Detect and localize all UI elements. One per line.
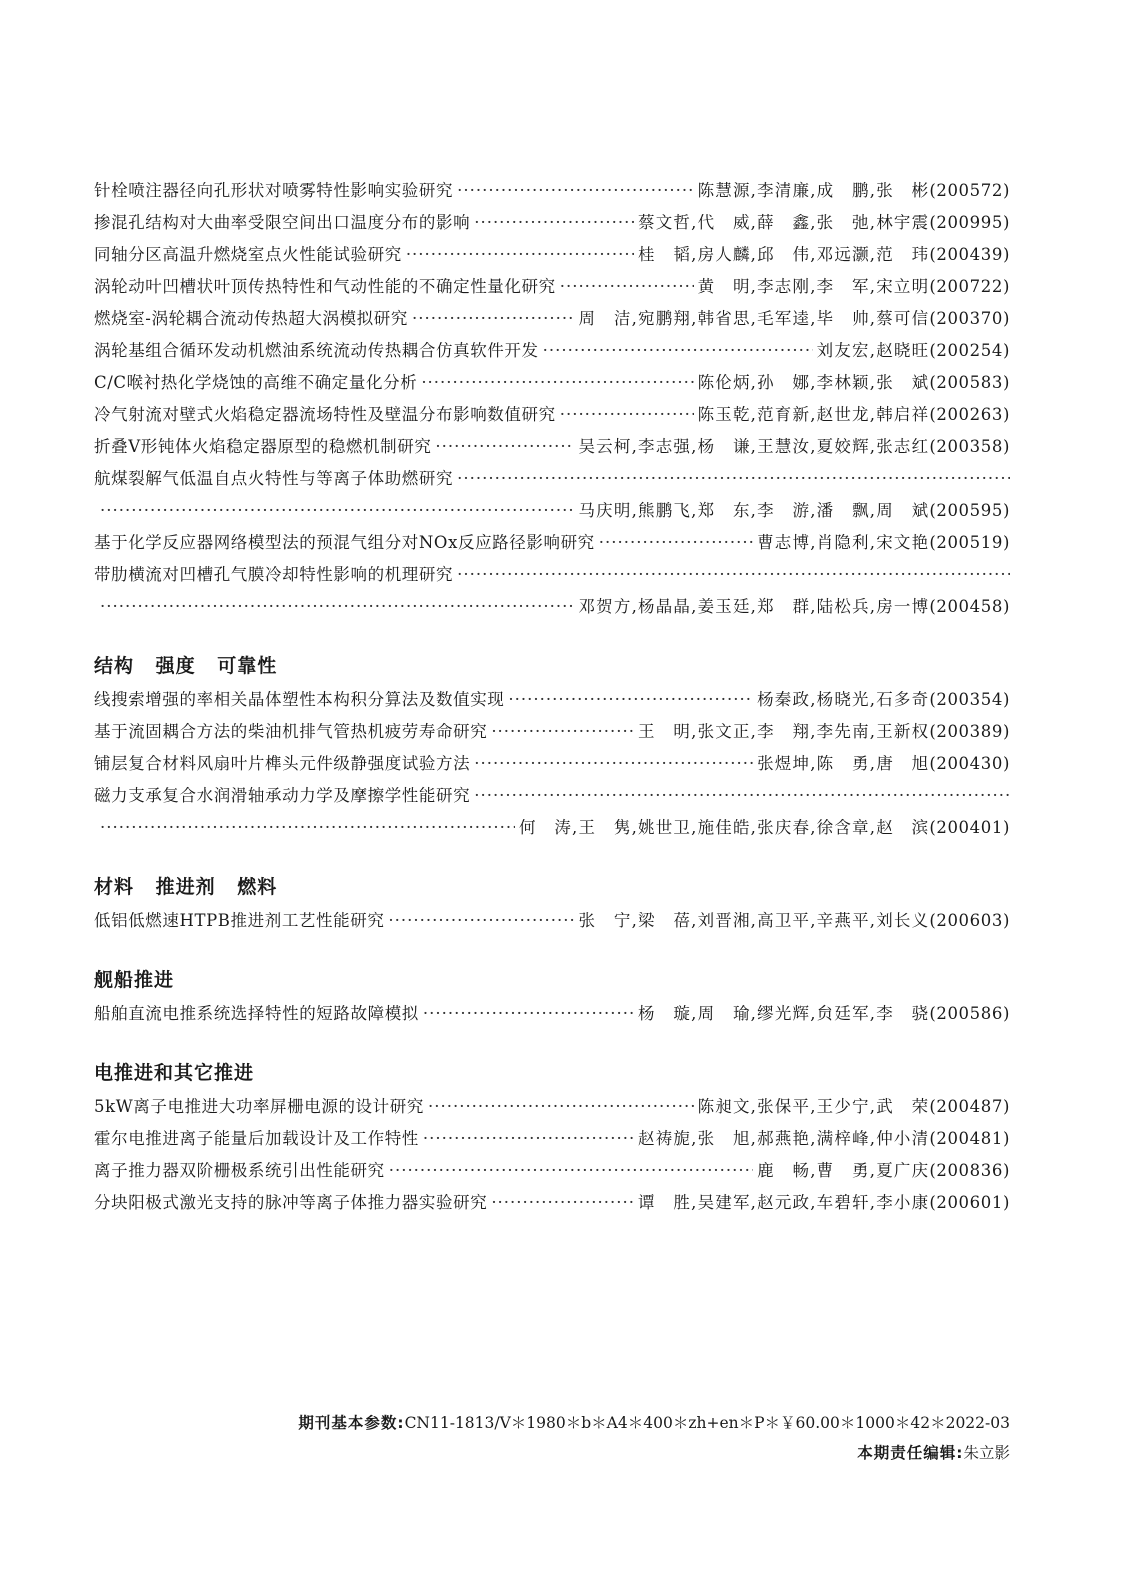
toc-entry[interactable] [94, 780, 1010, 812]
article-title: 同轴分区高温升燃烧室点火性能试验研究 [94, 245, 402, 264]
article-title: 针栓喷注器径向孔形状对喷雾特性影响实验研究 [94, 181, 454, 200]
article-code: ( 200401 ) [929, 812, 1010, 844]
article-code: ( 200519 ) [929, 527, 1010, 559]
toc-section [94, 964, 1010, 1030]
article-code: ( 200572 ) [929, 175, 1010, 207]
leader-dots [423, 1123, 634, 1155]
toc-section [94, 1057, 1010, 1219]
issue-editor [298, 1438, 1010, 1468]
article-code: ( 200354 ) [929, 684, 1010, 716]
article-authors: 何 涛,王 隽,姚世卫,施佳皓,张庆春,徐含章,赵 滨 [518, 818, 930, 837]
article-authors: 杨秦政,杨晓光,石多奇 [757, 690, 930, 709]
leader-dots [543, 335, 813, 367]
article-authors: 张煜坤,陈 勇,唐 旭 [757, 754, 930, 773]
toc-entry[interactable] [94, 1091, 1010, 1123]
toc-section [94, 175, 1010, 623]
toc-entry[interactable] [94, 463, 1010, 495]
article-title: 磁力支承复合水润滑轴承动力学及摩擦学性能研究 [94, 786, 471, 805]
article-code: ( 200254 ) [929, 335, 1010, 367]
leader-dots [406, 239, 634, 271]
toc-entry[interactable] [94, 1123, 1010, 1155]
journal-params [298, 1408, 1010, 1438]
leader-dots [474, 207, 634, 239]
article-code: ( 200583 ) [929, 367, 1010, 399]
article-title: 掺混孔结构对大曲率受限空间出口温度分布的影响 [94, 213, 471, 232]
article-code: ( 200487 ) [929, 1091, 1010, 1123]
leader-dots [457, 559, 1010, 591]
article-code: ( 200263 ) [929, 399, 1010, 431]
leader-dots [560, 399, 694, 431]
toc-entry[interactable] [94, 367, 1010, 399]
article-title: 低铝低燃速HTPB推进剂工艺性能研究 [94, 911, 385, 930]
leader-dots [388, 905, 574, 937]
leader-dots [412, 303, 575, 335]
toc-entry[interactable] [94, 905, 1010, 937]
leader-dots [457, 175, 693, 207]
leader-dots [100, 812, 515, 844]
article-title: 涡轮基组合循环发动机燃油系统流动传热耦合仿真软件开发 [94, 341, 539, 360]
article-authors: 谭 胜,吴建军,赵元政,车碧轩,李小康 [638, 1193, 930, 1212]
leader-dots [599, 527, 753, 559]
toc-entry[interactable] [94, 559, 1010, 591]
toc-entry[interactable] [94, 684, 1010, 716]
leader-dots [491, 1187, 634, 1219]
article-title: 燃烧室-涡轮耦合流动传热超大涡模拟研究 [94, 309, 408, 328]
toc-entry-continuation [94, 591, 1010, 623]
toc-entry[interactable] [94, 1155, 1010, 1187]
leader-dots [389, 1155, 753, 1187]
article-authors: 马庆明,熊鹏飞,郑 东,李 游,潘 飘,周 斌 [578, 501, 930, 520]
article-title: 带肋横流对凹槽孔气膜冷却特性影响的机理研究 [94, 565, 454, 584]
article-authors: 陈昶文,张保平,王少宁,武 荣 [697, 1097, 930, 1116]
article-authors: 曹志博,肖隐利,宋文艳 [757, 533, 930, 552]
journal-footer [298, 1408, 1010, 1468]
toc-section [94, 871, 1010, 937]
article-code: ( 200603 ) [929, 905, 1010, 937]
article-code: ( 200439 ) [929, 239, 1010, 271]
leader-dots [474, 748, 753, 780]
article-authors: 陈慧源,李清廉,成 鹏,张 彬 [697, 181, 930, 200]
article-authors: 鹿 畅,曹 勇,夏广庆 [757, 1161, 930, 1180]
toc-entry[interactable] [94, 748, 1010, 780]
journal-params-label: 期刊基本参数: [298, 1414, 405, 1432]
article-title: 基于化学反应器网络模型法的预混气组分对NOx反应路径影响研究 [94, 533, 595, 552]
article-title: 船舶直流电推系统选择特性的短路故障模拟 [94, 1004, 419, 1023]
article-title: 线搜索增强的率相关晶体塑性本构积分算法及数值实现 [94, 690, 505, 709]
article-title: 冷气射流对壁式火焰稳定器流场特性及壁温分布影响数值研究 [94, 405, 556, 424]
issue-editor-label: 本期责任编辑: [857, 1444, 964, 1462]
leader-dots [435, 431, 574, 463]
article-authors: 陈伦炳,孙 娜,李林颖,张 斌 [697, 373, 930, 392]
toc-entry[interactable] [94, 1187, 1010, 1219]
article-title: 铺层复合材料风扇叶片榫头元件级静强度试验方法 [94, 754, 471, 773]
toc-entry-continuation [94, 495, 1010, 527]
article-code: ( 200995 ) [929, 207, 1010, 239]
toc-entry[interactable] [94, 207, 1010, 239]
article-code: ( 200370 ) [929, 303, 1010, 335]
toc-entry[interactable] [94, 998, 1010, 1030]
article-code: ( 200601 ) [929, 1187, 1010, 1219]
article-title: 涡轮动叶凹槽状叶顶传热特性和气动性能的不确定性量化研究 [94, 277, 556, 296]
toc-entry[interactable] [94, 303, 1010, 335]
article-authors: 刘友宏,赵晓旺 [816, 341, 930, 360]
article-title: 折叠V形钝体火焰稳定器原型的稳燃机制研究 [94, 437, 432, 456]
article-authors: 黄 明,李志刚,李 军,宋立明 [697, 277, 930, 296]
toc-entry[interactable] [94, 431, 1010, 463]
article-code: ( 200595 ) [929, 495, 1010, 527]
leader-dots [100, 591, 574, 623]
article-authors: 邓贺方,杨晶晶,姜玉廷,郑 群,陆松兵,房一博 [578, 597, 930, 616]
toc-entry[interactable] [94, 716, 1010, 748]
toc-entry[interactable] [94, 271, 1010, 303]
article-code: ( 200836 ) [929, 1155, 1010, 1187]
article-code: ( 200389 ) [929, 716, 1010, 748]
leader-dots [428, 1091, 694, 1123]
toc-entry[interactable] [94, 399, 1010, 431]
leader-dots [421, 367, 693, 399]
toc-entry-continuation [94, 812, 1010, 844]
article-authors: 张 宁,梁 蓓,刘晋湘,高卫平,辛燕平,刘长义 [578, 911, 930, 930]
toc-section [94, 650, 1010, 844]
journal-params-value: CN11-1813/V＊1980＊b＊A4＊400＊zh+en＊P＊￥60.00＊1000＊42＊2022-03 [404, 1414, 1010, 1432]
article-code: ( 200458 ) [929, 591, 1010, 623]
article-code: ( 200481 ) [929, 1123, 1010, 1155]
article-code: ( 200722 ) [929, 271, 1010, 303]
leader-dots [560, 271, 694, 303]
section-heading: 材料 推进剂 燃料 [94, 876, 278, 898]
leader-dots [508, 684, 753, 716]
article-authors: 桂 韬,房人麟,邱 伟,邓远灏,范 玮 [638, 245, 930, 264]
article-code: ( 200586 ) [929, 998, 1010, 1030]
table-of-contents [94, 175, 1010, 1219]
article-title: C/C喉衬热化学烧蚀的高维不确定量化分析 [94, 373, 418, 392]
article-title: 分块阳极式激光支持的脉冲等离子体推力器实验研究 [94, 1193, 488, 1212]
leader-dots [491, 716, 634, 748]
article-title: 5kW离子电推进大功率屏栅电源的设计研究 [94, 1097, 424, 1116]
article-authors: 赵祷旎,张 旭,郝燕艳,满梓峰,仲小清 [638, 1129, 930, 1148]
toc-entry[interactable] [94, 239, 1010, 271]
article-authors: 王 明,张文正,李 翔,李先南,王新权 [638, 722, 930, 741]
article-authors: 杨 璇,周 瑜,缪光辉,贠廷军,李 骁 [638, 1004, 930, 1023]
article-title: 基于流固耦合方法的柴油机排气管热机疲劳寿命研究 [94, 722, 488, 741]
toc-entry[interactable] [94, 175, 1010, 207]
leader-dots [457, 463, 1010, 495]
section-heading: 舰船推进 [94, 969, 175, 991]
toc-entry[interactable] [94, 335, 1010, 367]
article-code: ( 200430 ) [929, 748, 1010, 780]
article-title: 霍尔电推进离子能量后加载设计及工作特性 [94, 1129, 419, 1148]
leader-dots [100, 495, 574, 527]
section-heading: 结构 强度 可靠性 [94, 655, 278, 677]
article-authors: 周 洁,宛鹏翔,韩省思,毛军逵,毕 帅,蔡可信 [578, 309, 930, 328]
issue-editor-value: 朱立影 [963, 1444, 1010, 1462]
article-authors: 吴云柯,李志强,杨 谦,王慧汝,夏姣辉,张志红 [578, 437, 930, 456]
article-title: 离子推力器双阶栅极系统引出性能研究 [94, 1161, 385, 1180]
article-authors: 蔡文哲,代 威,薛 鑫,张 弛,林宇震 [638, 213, 930, 232]
leader-dots [423, 998, 634, 1030]
leader-dots [474, 780, 1010, 812]
toc-entry[interactable] [94, 527, 1010, 559]
article-code: ( 200358 ) [929, 431, 1010, 463]
article-authors: 陈玉乾,范育新,赵世龙,韩启祥 [697, 405, 930, 424]
article-title: 航煤裂解气低温自点火特性与等离子体助燃研究 [94, 469, 454, 488]
section-heading: 电推进和其它推进 [94, 1062, 255, 1084]
